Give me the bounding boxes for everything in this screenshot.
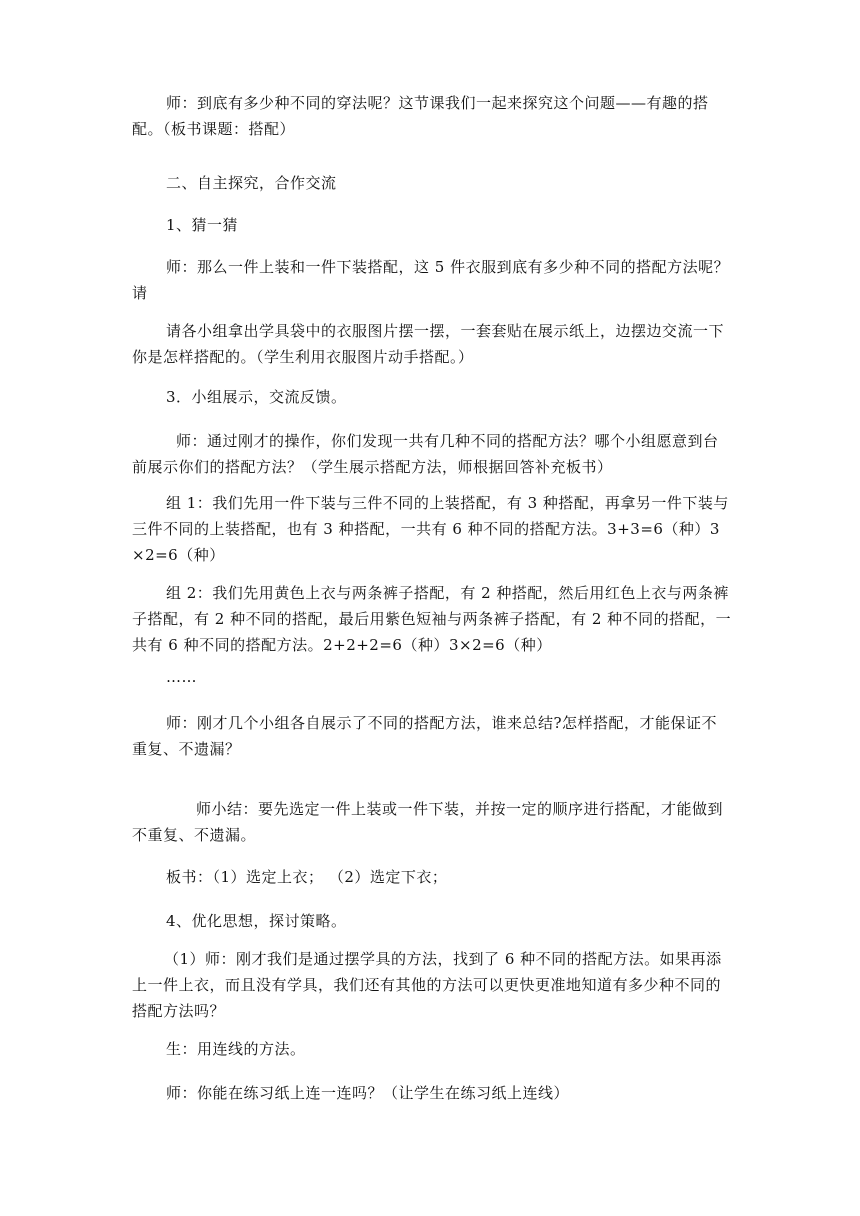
paragraph-intro-question: 师：到底有多少种不同的穿法呢？这节课我们一起来探究这个问题——有趣的搭配。（板书课题：搭配） xyxy=(132,94,709,138)
step-heading-guess: 1、猜一猜 xyxy=(166,216,239,234)
paragraph-board-notes: 板书：（1）选定上衣； （2）选定下衣； xyxy=(166,868,448,886)
paragraph-teacher-instruction: 师：你能在练习纸上连一连吗？（让学生在练习纸上连线） xyxy=(166,1084,570,1102)
section-heading-explore: 二、自主探究，合作交流 xyxy=(166,174,337,192)
step-heading-optimize: 4、优化思想，探讨策略。 xyxy=(166,912,347,930)
paragraph-teacher-conclusion: 师小结：要先选定一件上装或一件下装，并按一定的顺序进行搭配，才能做到不重复、不遗漏。 xyxy=(132,800,724,844)
paragraph-group-activity: 请各小组拿出学具袋中的衣服图片摆一摆，一套套贴在展示纸上，边摆边交流一下你是怎样搭配的。（学生利用衣服图片动手搭配。） xyxy=(132,322,725,366)
paragraph-student-answer: 生：用连线的方法。 xyxy=(166,1040,306,1058)
paragraph-teacher-extension: （1）师：刚才我们是通过摆学具的方法，找到了 6 种不同的搭配方法。如果再添上一件上衣，而且没有学具，我们还有其他的方法可以更快更准地知道有多少种不同的搭配方法吗？ xyxy=(132,950,722,1020)
paragraph-group-1: 组 1：我们先用一件下装与三件不同的上装搭配，有 3 种搭配，再拿另一件下装与三件不同的上装搭配，也有 3 种搭配，一共有 6 种不同的搭配方法。3+3=6（种）3×2=6（种） xyxy=(132,494,729,564)
step-heading-show: 3．小组展示，交流反馈。 xyxy=(166,388,347,406)
ellipsis-line: …… xyxy=(166,668,197,686)
paragraph-teacher-prompt: 师：通过刚才的操作，你们发现一共有几种不同的搭配方法？哪个小组愿意到台前展示你们的搭配方法？（学生展示搭配方法，师根据回答补充板书） xyxy=(132,432,719,476)
paragraph-group-2: 组 2：我们先用黄色上衣与两条裤子搭配，有 2 种搭配，然后用红色上衣与两条裤子搭配，有 2 种不同的搭配，最后用紫色短袖与两条裤子搭配，有 2 种不同的搭配，一共有 6 种不同的搭配方法。2+2+2=6（种）3×2=6（种） xyxy=(132,584,732,654)
paragraph-teacher-question: 师：那么一件上装和一件下装搭配，这 5 件衣服到底有多少种不同的搭配方法呢？请 xyxy=(132,258,730,302)
paragraph-teacher-summary-question: 师：刚才几个小组各自展示了不同的搭配方法，谁来总结?怎样搭配，才能保证不重复、不遗漏？ xyxy=(132,714,718,758)
